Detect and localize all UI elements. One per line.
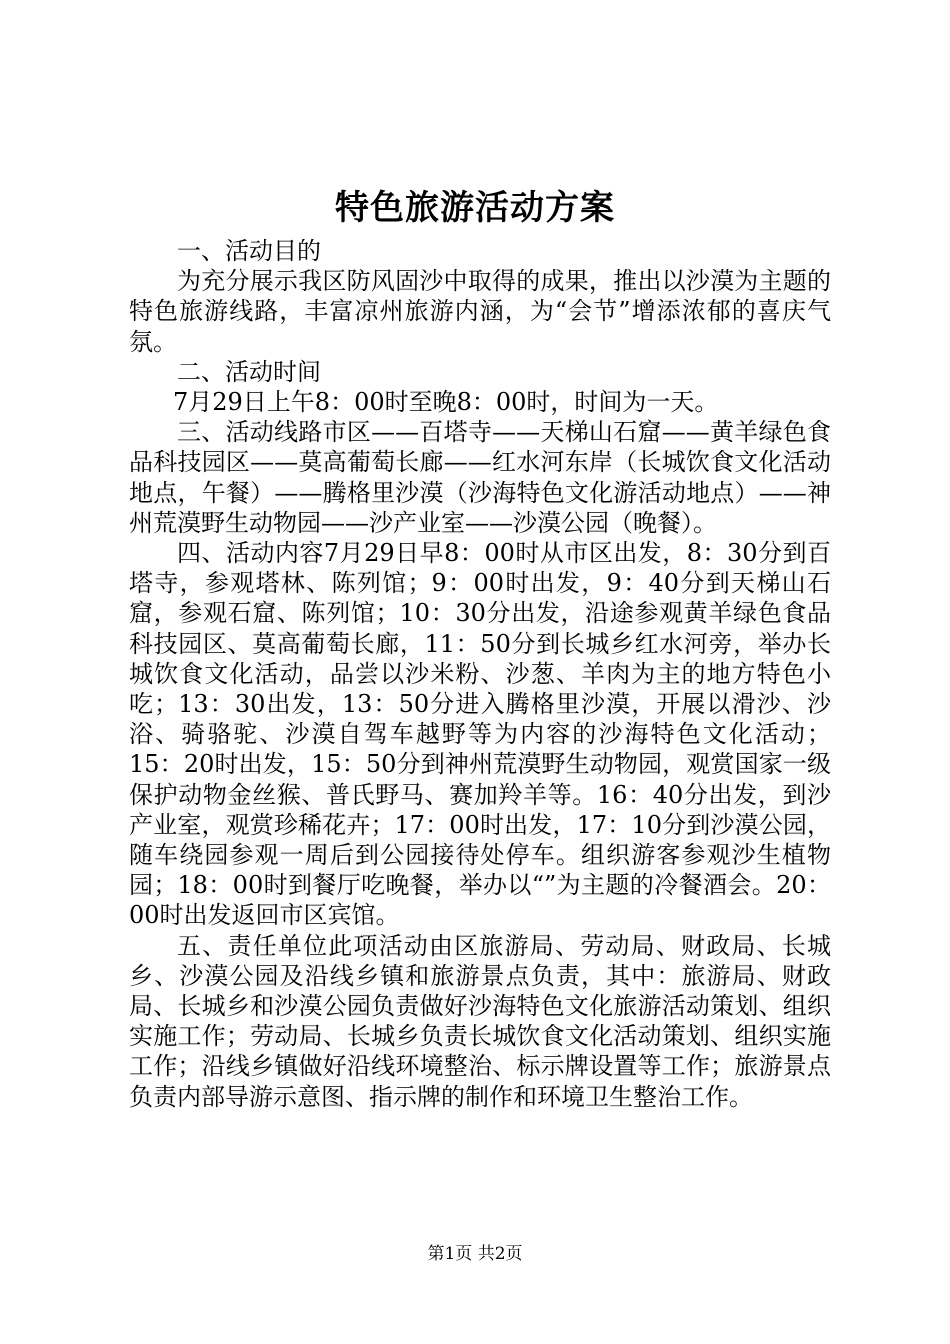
paragraph-time: 7月29日上午8：00时至晚8：00时，时间为一天。 [173, 388, 719, 417]
paragraph-purpose: 为充分展示我区防风固沙中取得的成果，推出以沙漠为主题的特色旅游线路，丰富凉州旅游内涵，为“会节”增添浓郁的喜庆气氛。 [129, 267, 831, 356]
page-number-footer: 第1页 共2页 [427, 1244, 523, 1264]
section-heading-time: 二、活动时间 [177, 357, 321, 386]
paragraph-responsibility: 五、责任单位此项活动由区旅游局、劳动局、财政局、长城乡、沙漠公园及沿线乡镇和旅游景点负责，其中：旅游局、财政局、长城乡和沙漠公园负责做好沙海特色文化旅游活动策划、组织实施工作；劳动局、长城乡负责长城饮食文化活动策划、组织实施工作；沿线乡镇做好沿线环境整治、标示牌设置等工作；旅游景点负责内部导游示意图、指示牌的制作和环境卫生整治工作。 [129, 931, 831, 1111]
document-title: 特色旅游活动方案 [335, 188, 615, 228]
paragraph-route: 三、活动线路市区——百塔寺——天梯山石窟——黄羊绿色食品科技园区——莫高葡萄长廊——红水河东岸（长城饮食文化活动地点，午餐）——腾格里沙漠（沙海特色文化游活动地点）——神州荒漠野生动物园——沙产业室——沙漠公园（晚餐）。 [129, 418, 831, 537]
section-heading-purpose: 一、活动目的 [177, 237, 321, 265]
paragraph-content: 四、活动内容7月29日早8：00时从市区出发，8：30分到百塔寺，参观塔林、陈列馆；9：00时出发，9：40分到天梯山石窟，参观石窟、陈列馆；10：30分出发，沿途参观黄羊绿色食品科技园区、莫高葡萄长廊，11：50分到长城乡红水河旁，举办长城饮食文化活动，品尝以沙米粉、沙葱、羊肉为主的地方特色小吃；13：30出发，13：50分进入腾格里沙漠，开展以滑沙、沙浴、骑骆驼、沙漠自驾车越野等为内容的沙海特色文化活动；15：20时出发，15：50分到神州荒漠野生动物园，观赏国家一级保护动物金丝猴、普氏野马、赛加羚羊等。16：40分出发，到沙产业室，观赏珍稀花卉；17：00时出发，17：10分到沙漠公园，随车绕园参观一周后到公园接待处停车。组织游客参观沙生植物园；18：00时到餐厅吃晚餐，举办以“”为主题的冷餐酒会。20：00时出发返回市区宾馆。 [129, 539, 831, 930]
document-body [129, 236, 831, 1112]
